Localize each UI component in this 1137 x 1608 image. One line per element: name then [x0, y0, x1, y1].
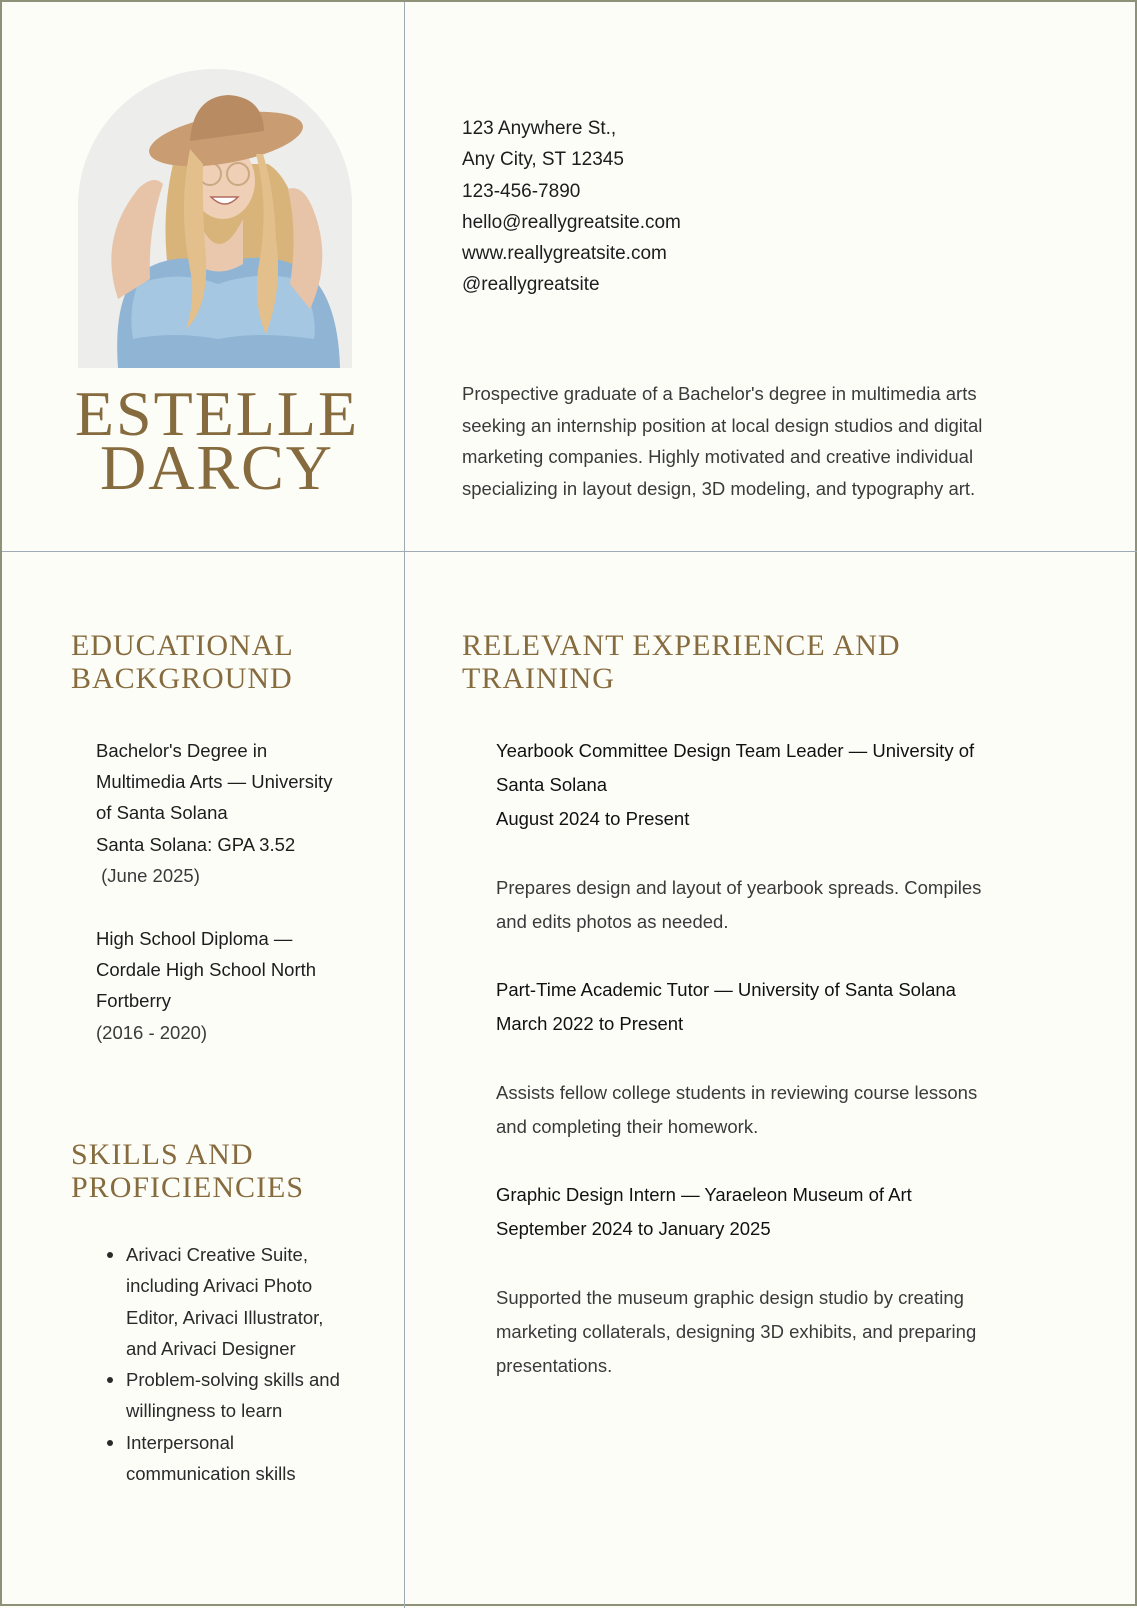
experience-title-line: Graphic Design Intern — Yaraeleon Museum of Art — [496, 1184, 912, 1205]
website-link[interactable]: www.reallygreatsite.com — [462, 243, 667, 265]
profile-summary — [462, 378, 1062, 504]
bullet-icon — [107, 1377, 113, 1383]
skill-line: Problem-solving skills and — [126, 1369, 340, 1391]
candidate-name — [42, 378, 392, 503]
education-date: (2016 - 2020) — [96, 1021, 208, 1043]
experience-entry-description — [496, 1281, 976, 1383]
experience-description-line: Supported the museum graphic design studio by creating — [496, 1287, 964, 1308]
education-line: Multimedia Arts — University — [96, 771, 333, 793]
experience-heading — [462, 629, 901, 695]
experience-entry-title — [496, 1178, 912, 1246]
experience-description-line: presentations. — [496, 1355, 613, 1376]
experience-dates: March 2022 to Present — [496, 1013, 684, 1034]
bullet-icon — [107, 1252, 113, 1258]
profile-photo — [78, 69, 352, 368]
social-handle[interactable]: @reallygreatsite — [462, 274, 600, 296]
address-line-2: Any City, ST 12345 — [462, 149, 624, 171]
column-divider — [404, 2, 405, 1608]
heading-line: BACKGROUND — [71, 662, 293, 695]
row-divider — [2, 551, 1137, 552]
address-line-1: 123 Anywhere St., — [462, 118, 617, 139]
last-name: DARCY — [99, 432, 335, 503]
profile-photo-illustration — [78, 69, 352, 368]
skill-line: Editor, Arivaci Illustrator, — [126, 1306, 324, 1328]
summary-line: seeking an internship position at local design studios and digital — [462, 414, 983, 436]
heading-line: SKILLS AND — [71, 1138, 254, 1171]
skill-line: and Arivaci Designer — [126, 1337, 296, 1359]
education-line: Cordale High School North — [96, 959, 317, 981]
experience-entry-description — [496, 1076, 977, 1144]
contact-info — [462, 113, 681, 301]
experience-title-line: Santa Solana — [496, 774, 608, 795]
experience-description-line: and edits photos as needed. — [496, 911, 729, 932]
skill-line: Arivaci Creative Suite, — [126, 1244, 308, 1265]
first-name: ESTELLE — [74, 378, 360, 449]
heading-line: RELEVANT EXPERIENCE AND — [462, 629, 901, 662]
skill-item — [101, 1427, 340, 1490]
experience-description-line: Assists fellow college students in reviewing course lessons — [496, 1082, 978, 1103]
skill-line: including Arivaci Photo — [126, 1275, 313, 1297]
skills-list — [101, 1239, 340, 1489]
email-address[interactable]: hello@reallygreatsite.com — [462, 211, 681, 233]
heading-line: TRAINING — [462, 662, 615, 695]
bullet-icon — [107, 1440, 113, 1446]
experience-entry-description — [496, 871, 981, 939]
skill-line: communication skills — [126, 1463, 296, 1485]
experience-description-line: and completing their homework. — [496, 1116, 759, 1137]
skill-line: willingness to learn — [126, 1400, 283, 1422]
experience-dates: September 2024 to January 2025 — [496, 1218, 771, 1239]
education-date: (June 2025) — [96, 864, 200, 886]
summary-line: specializing in layout design, 3D modeling, and typography art. — [462, 477, 976, 499]
experience-title-line: Part-Time Academic Tutor — University of Santa Solana — [496, 979, 956, 1000]
experience-title-line: Yearbook Committee Design Team Leader — University of — [496, 740, 975, 761]
skill-item — [101, 1364, 340, 1427]
skill-item — [101, 1239, 340, 1364]
education-entry-highschool — [96, 923, 316, 1048]
heading-line: EDUCATIONAL — [71, 629, 294, 662]
education-line: Fortberry — [96, 990, 172, 1012]
phone-number: 123-456-7890 — [462, 180, 581, 202]
education-heading — [71, 629, 294, 695]
experience-entry-title — [496, 734, 974, 836]
experience-dates: August 2024 to Present — [496, 808, 690, 829]
education-line: Bachelor's Degree in — [96, 740, 268, 761]
skills-heading — [71, 1138, 304, 1204]
experience-description-line: Prepares design and layout of yearbook spreads. Compiles — [496, 877, 982, 898]
experience-entry-title — [496, 973, 956, 1041]
education-line: High School Diploma — — [96, 928, 293, 949]
experience-description-line: marketing collaterals, designing 3D exhibits, and preparing — [496, 1321, 977, 1342]
education-line: Santa Solana: GPA 3.52 — [96, 833, 296, 855]
education-entry-bachelor — [96, 735, 332, 891]
summary-line: marketing companies. Highly motivated and creative individual — [462, 446, 974, 467]
education-line: of Santa Solana — [96, 802, 228, 824]
summary-line: Prospective graduate of a Bachelor's degree in multimedia arts — [462, 383, 977, 404]
heading-line: PROFICIENCIES — [71, 1171, 305, 1204]
skill-line: Interpersonal — [126, 1431, 234, 1453]
